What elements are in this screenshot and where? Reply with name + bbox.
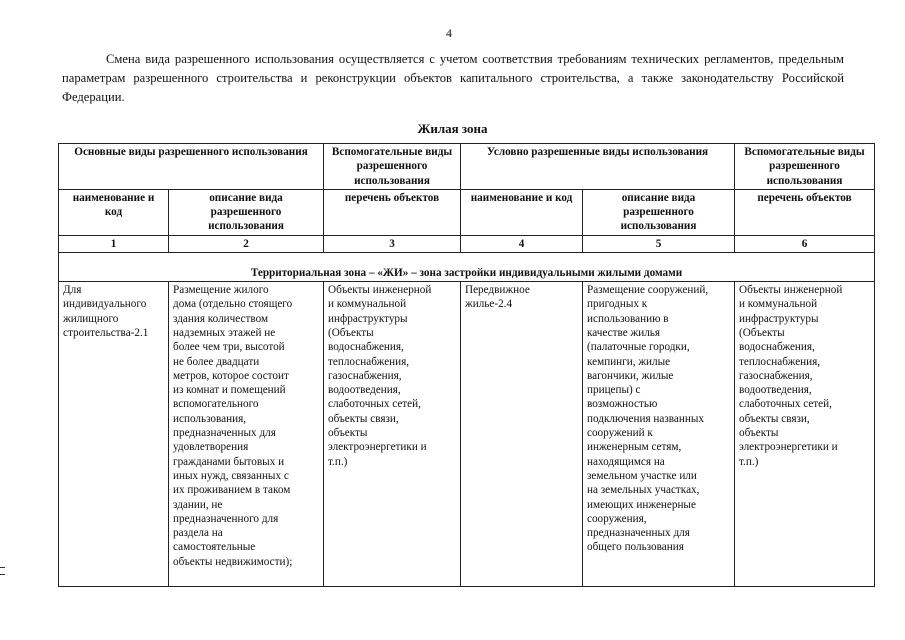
cell-object-list-1 (324, 282, 461, 587)
column-number: 4 (461, 235, 583, 252)
cell-name-code-1 (59, 282, 169, 587)
cell-description-2 (583, 282, 735, 587)
margin-mark (0, 567, 5, 575)
page-number: 4 (446, 26, 452, 40)
intro-paragraph: Смена вида разрешенного использования осуществляется с учетом соответствия требованиям технических регламентов, предельным параметрам разрешенного строительства и реконструкции объектов капитального строительства, а также законодательству Российской Федерации. (62, 52, 844, 104)
land-use-table (58, 143, 875, 587)
cell-text: Объекты инженерной и коммунальной инфраструктуры (Объекты водоснабжения, теплоснабжения, газоснабжения, водоотведения, слаботочных сетей, объекты связи, объекты электроэнергетики и т.п.) (739, 284, 843, 468)
cell-text: Объекты инженерной и коммунальной инфраструктуры (Объекты водоснабжения, теплоснабжения, газоснабжения, водоотведения, слаботочных сетей, объекты связи, объекты электроэнергетики и т.п.) (328, 284, 432, 468)
table-subzone-row (59, 253, 875, 282)
header-main-uses: Основные виды разрешенного использования (59, 144, 324, 190)
cell-object-list-2 (735, 282, 875, 587)
column-number: 6 (735, 235, 875, 252)
column-number: 2 (169, 235, 324, 252)
header-auxiliary-uses-2: Вспомогательные виды разрешенного использования (735, 144, 875, 190)
table-row (59, 282, 875, 587)
cell-name-code-2 (461, 282, 583, 587)
table-group-header-row (59, 144, 875, 190)
header-description-2: описание вида разрешенного использования (583, 189, 735, 235)
header-name-code-2: наименование и код (461, 189, 583, 235)
subzone-title: Территориальная зона – «ЖИ» – зона застройки индивидуальными жилыми домами (59, 253, 875, 282)
header-auxiliary-uses: Вспомогательные виды разрешенного использования (324, 144, 461, 190)
header-object-list-2: перечень объектов (735, 189, 875, 235)
header-conditional-uses: Условно разрешенные виды использования (461, 144, 735, 190)
cell-description-1 (169, 282, 324, 587)
column-number: 1 (59, 235, 169, 252)
header-description-1: описание вида разрешенного использования (169, 189, 324, 235)
table-sub-header-row (59, 189, 875, 235)
header-object-list-1: перечень объектов (324, 189, 461, 235)
cell-text: Размещение сооружений, пригодных к использованию в качестве жилья (палаточные городки, кемпинги, жилые вагончики, жилые прицепы) с возможностью подключения названных сооружений к инженерным сетям, находящимся на земельном участке или на земельных участках, имеющих инженерные сооружения, предназначенных для общего пользования (587, 284, 709, 554)
cell-text: Передвижное жилье-2.4 (465, 284, 530, 311)
column-number: 3 (324, 235, 461, 252)
header-name-code-1: наименование и код (59, 189, 169, 235)
zone-title: Жилая зона (417, 121, 488, 136)
column-number: 5 (583, 235, 735, 252)
cell-text: Для индивидуального жилищного строительства-2.1 (63, 284, 149, 339)
cell-text: Размещение жилого дома (отдельно стоящего здания количеством надземных этажей не более чем три, высотой не более двадцати метров, которое состоит из комнат и помещений вспомогательного использования, предназначенных для удовлетворения гражданами бытовых и иных нужд, связанных с их проживанием в таком здании, не предназначенного для раздела на самостоятельные объекты недвижимости); (173, 284, 293, 568)
table-column-number-row (59, 235, 875, 252)
